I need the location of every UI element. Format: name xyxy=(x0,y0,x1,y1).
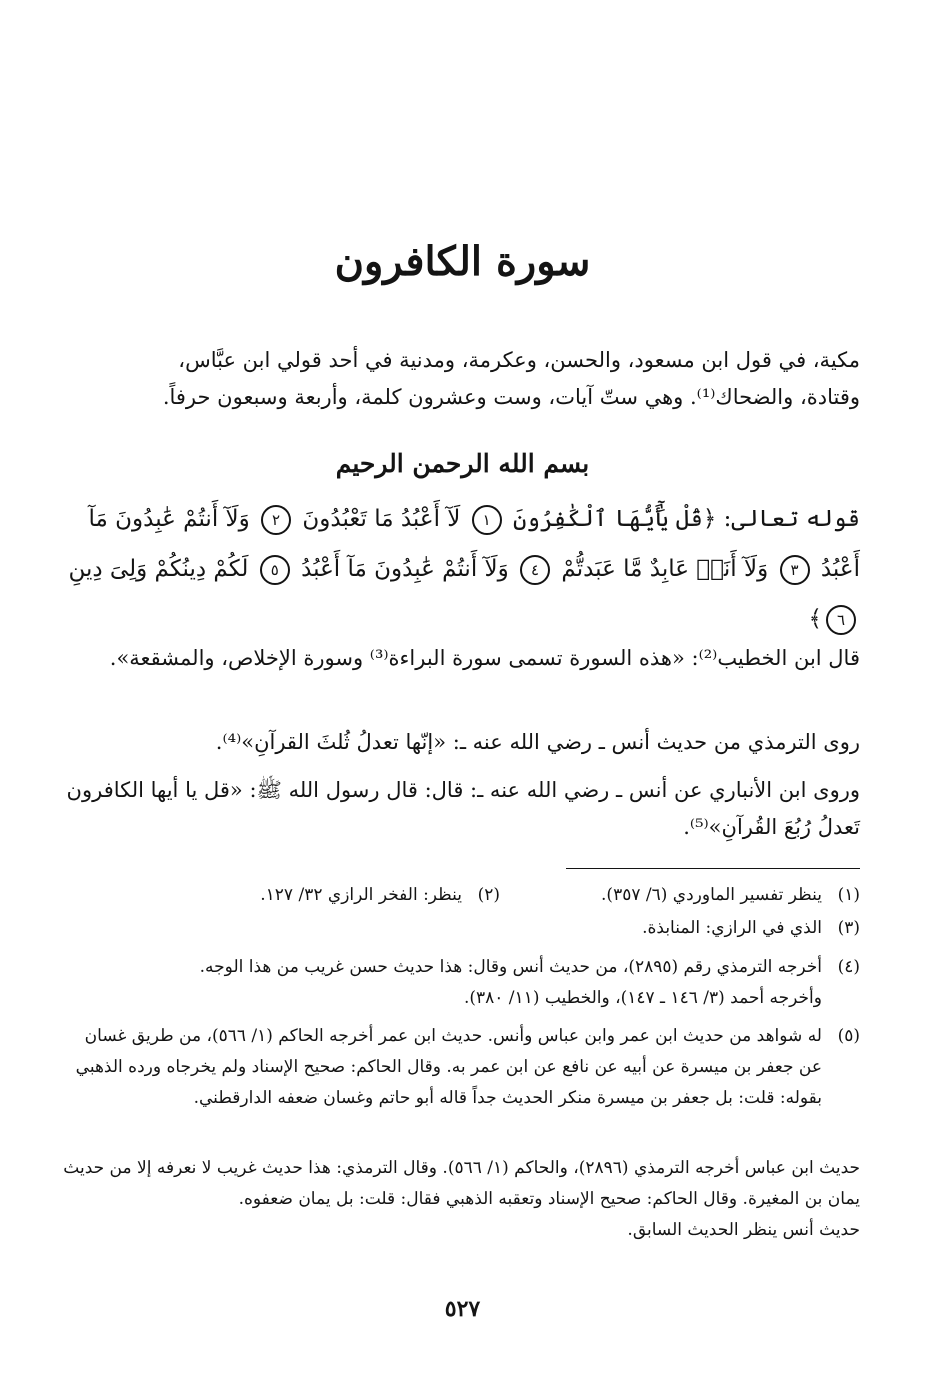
ayah-number-marker: ٢ xyxy=(261,505,291,535)
basmala: بسم الله الرحمن الرحيم xyxy=(335,449,590,478)
footnote-1 xyxy=(601,880,860,911)
ayah-text: وَلَآ أَنتُمْ عَٰبِدُونَ مَآ أَعْبُدُ xyxy=(301,556,509,582)
footnote-text: أخرجه الترمذي رقم (٢٨٩٥)، من حديث أنس وقال: هذا حديث حسن غريب من هذا الوجه. xyxy=(199,957,822,977)
ayah-number-marker: ٤ xyxy=(520,555,550,585)
ayah-text: لَآ أَعْبُدُ مَا تَعْبُدُونَ xyxy=(302,506,461,532)
verse-close-bracket: ﴾ xyxy=(808,606,822,632)
footnote-text: الذي في الرازي: المنابذة. xyxy=(642,918,822,938)
ayah-text: وَلَآ أَنَا۠ عَابِدٌ مَّا عَبَدتُّمْ xyxy=(561,556,769,582)
tirmidhi-hadith: روى الترمذي من حديث أنس ـ رضي الله عنه ـ: «إنّها تعدلُ ثُلثَ القرآنِ»⁽⁴⁾. xyxy=(215,730,860,754)
verse-open-bracket: ﴿ xyxy=(702,506,717,532)
page-number: ٥٢٧ xyxy=(444,1296,481,1322)
footnote-text: ينظر تفسير الماوردي (٦/ ٣٥٧). xyxy=(601,885,822,905)
ayah-text: وَلَآ أَنتُمْ عَٰبِدُونَ مَآ أَعْبُدُ xyxy=(88,506,860,582)
ayah-number-marker: ٣ xyxy=(780,555,810,585)
footnote-text: ينظر: الفخر الرازي ٣٢/ ١٢٧. xyxy=(260,885,462,905)
footnote-number: (٢) xyxy=(477,885,500,905)
verse-lead: قوله تعالى: xyxy=(723,506,860,532)
surah-title: سورة الكافرون xyxy=(334,238,591,285)
khatib-quote: قال ابن الخطيب⁽²⁾: «هذه السورة تسمى سورة البراءة⁽³⁾ وسورة الإخلاص، والمشقعة». xyxy=(109,646,860,670)
footnote-separator xyxy=(566,868,860,869)
footnote-paragraph: حديث ابن عباس أخرجه الترمذي (٢٨٩٦)، والحاكم (١/ ٥٦٦). وقال الترمذي: هذا حديث غريب لا نعرفه إلا من حديث يمان بن المغيرة. وقال الحاكم: صحيح الإسناد وتعقبه الذهبي فقال: قلت: بل يمان ضعفوه. xyxy=(63,1158,860,1209)
intro-line-2: وقتادة، والضحاك⁽¹⁾. وهي ستّ آيات، وست وعشرون كلمة، وأربعة وسبعون حرفاً. xyxy=(162,385,860,409)
footnote-number: (٤) xyxy=(837,957,860,977)
footnote-5-continued xyxy=(62,1153,860,1246)
ayah-number-marker: ١ xyxy=(472,505,502,535)
footnote-number: (٣) xyxy=(837,918,860,938)
footnote-4-line-1 xyxy=(62,952,860,983)
footnote-text: له شواهد من حديث ابن عمر وابن عباس وأنس. حديث ابن عمر أخرجه الحاكم (١/ ٥٦٦)، من طريق غسان عن جعفر بن ميسرة عن أبيه عن نافع عن ابن عمر به. وقال الحاكم: صحيح الإسناد ولم يخرجاه ورده الذهبي بقوله: قلت: بل جعفر بن ميسرة منكر الحديث جداً قاله أبو حاتم وغسان ضعفه الدارقطني. xyxy=(75,1026,822,1108)
footnote-number: (٥) xyxy=(837,1026,860,1046)
anbari-hadith: وروى ابن الأنباري عن أنس ـ رضي الله عنه ـ: قال: قال رسول الله ﷺ: «قل يا أيها الكافرون تَعدلُ رُبُعَ القُرآنِ»⁽⁵⁾. xyxy=(66,778,860,839)
footnote-5 xyxy=(62,1021,860,1114)
ayah-text: قُلْ يَٰٓأَيُّهَا ٱلْكَٰفِرُونَ xyxy=(513,506,703,532)
ayah-number-marker: ٥ xyxy=(260,555,290,585)
ayah-number-marker: ٦ xyxy=(826,605,856,635)
intro-paragraph xyxy=(62,342,860,416)
ayah-text: لَكُمْ دِينُكُمْ وَلِىَ دِينِ xyxy=(68,556,249,582)
footnote-4-line-2: وأخرجه أحمد (٣/ ١٤٦ ـ ١٤٧)، والخطيب (١١/ ٣٨٠). xyxy=(463,988,822,1008)
footnote-paragraph: حديث أنس ينظر الحديث السابق. xyxy=(627,1220,860,1240)
footnote-4 xyxy=(62,952,860,1014)
footnote-number: (١) xyxy=(837,885,860,905)
footnote-2 xyxy=(260,880,500,911)
footnote-3 xyxy=(62,913,860,944)
intro-line-1: مكية، في قول ابن مسعود، والحسن، وعكرمة، ومدنية في أحد قولي ابن عبَّاس، xyxy=(178,348,860,372)
quran-verse-block xyxy=(62,494,860,644)
